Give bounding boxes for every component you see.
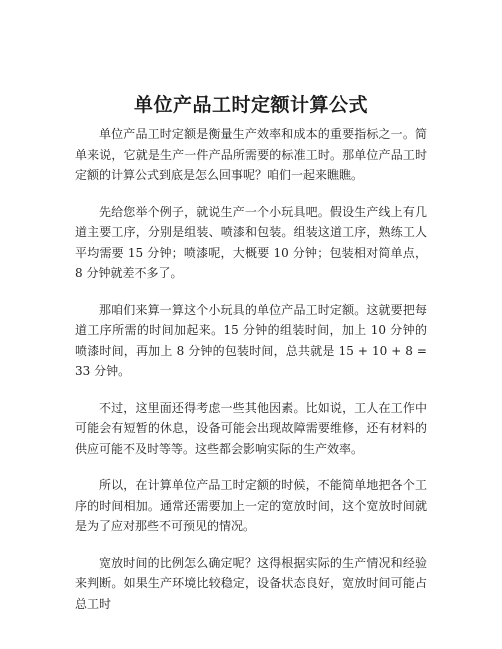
paragraph: 那咱们来算一算这个小玩具的单位产品工时定额。这就要把每道工序所需的时间加起来。15 分钟的组装时间，加上 10 分钟的喷漆时间，再加上 8 分钟的包装时间，总共就是 15 + 10 + 8 = 33 分钟。 (75, 302, 427, 378)
paragraph: 所以，在计算单位产品工时定额的时候，不能简单地把各个工序的时间相加。通常还需要加上一定的宽放时间，这个宽放时间就是为了应对那些不可预见的情况。 (75, 478, 427, 533)
paragraph: 宽放时间的比例怎么确定呢？这得根据实际的生产情况和经验来判断。如果生产环境比较稳定，设备状态良好，宽放时间可能占总工时 (75, 555, 427, 611)
document-body (75, 124, 427, 630)
document-title: 单位产品工时定额计算公式 (133, 94, 368, 116)
paragraph: 不过，这里面还得考虑一些其他因素。比如说，工人在工作中可能会有短暂的休息，设备可能会出现故障需要维修，还有材料的供应可能不及时等等。这些都会影响实际的生产效率。 (75, 400, 427, 456)
paragraph: 单位产品工时定额是衡量生产效率和成本的重要指标之一。简单来说，它就是生产一件产品所需要的标准工时。那单位产品工时定额的计算公式到底是怎么回事呢？咱们一起来瞧瞧。 (75, 127, 427, 182)
paragraph: 先给您举个例子，就说生产一个小玩具吧。假设生产线上有几道主要工序，分别是组装、喷漆和包装。组装这道工序，熟练工人平均需要 15 分钟；喷漆呢，大概要 10 分钟；包装相对简单点，8 分钟就差不多了。 (75, 204, 427, 280)
